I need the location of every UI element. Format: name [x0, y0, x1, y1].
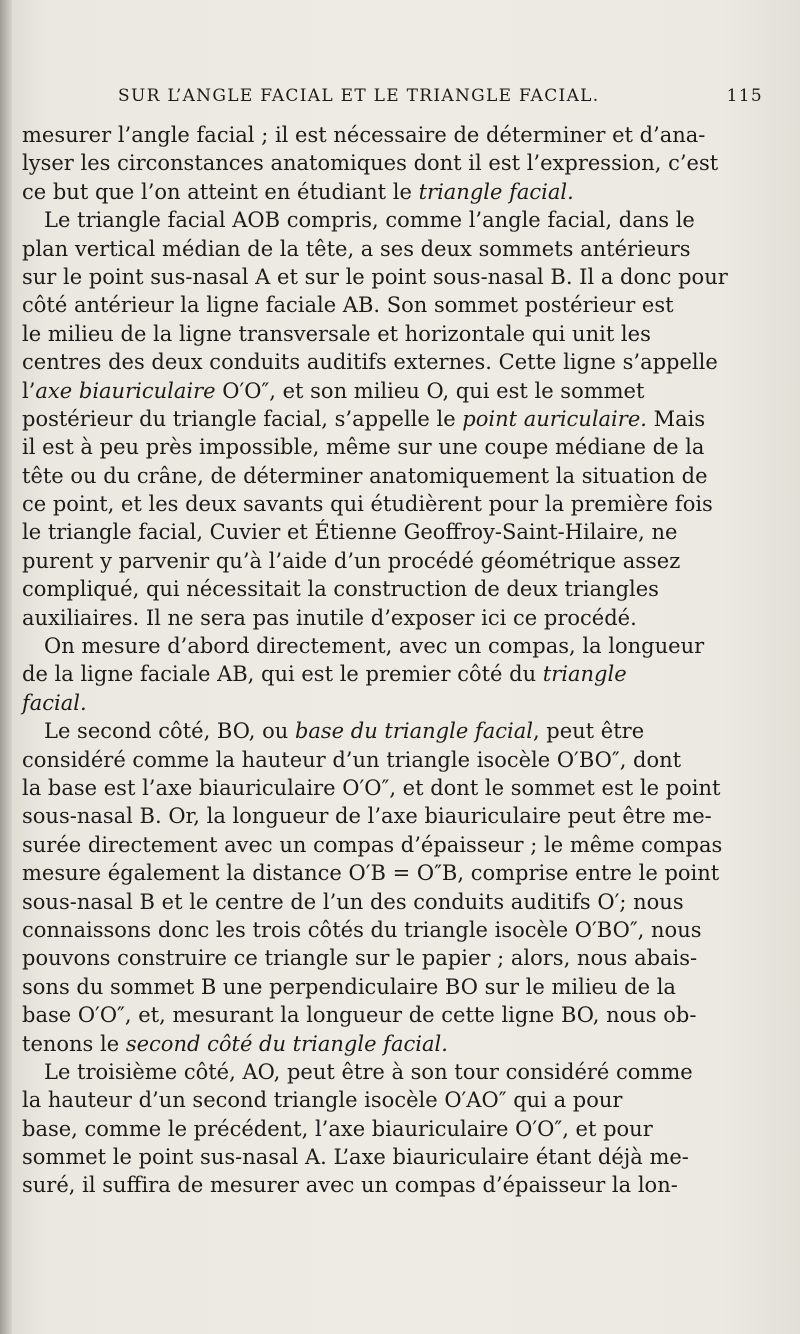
text-line [22, 660, 766, 688]
text-line [22, 888, 766, 916]
text-run: le milieu de la ligne transversale et horizontale qui unit les [22, 321, 651, 346]
text-run: Mais [646, 406, 706, 431]
text-line [22, 320, 766, 348]
text-run: plan vertical médian de la tête, a ses deux sommets antérieurs [22, 236, 691, 261]
text-run: ce but que l’on atteint en étudiant le [22, 179, 419, 204]
text-line [22, 462, 766, 490]
text-run: côté antérieur la ligne faciale AB. Son sommet postérieur est [22, 293, 674, 318]
text-line [22, 377, 766, 405]
italic-run: point auriculaire. [462, 406, 647, 431]
text-line [22, 149, 766, 177]
text-run: de la ligne faciale AB, qui est le premier côté du [22, 662, 543, 687]
text-line [22, 774, 766, 802]
italic-run: base du triangle facial [294, 719, 533, 744]
text-run: Le triangle facial AOB compris, comme l’angle facial, dans le [44, 208, 695, 233]
text-run: Le second côté, BO, ou [44, 719, 295, 744]
text-run: Le troisième côté, AO, peut être à son tour considéré comme [44, 1059, 693, 1084]
italic-run: facial. [22, 690, 87, 715]
text-run: surée directement avec un compas d’épaisseur ; le même compas [22, 832, 723, 857]
text-line [22, 859, 766, 887]
text-run: le triangle facial, Cuvier et Étienne Geoffroy-Saint-Hilaire, ne [22, 520, 678, 545]
text-line [22, 178, 766, 206]
text-run: base, comme le précédent, l’axe biauriculaire O′O″, et pour [22, 1116, 653, 1141]
text-line [22, 518, 766, 546]
text-run: purent y parvenir qu’à l’aide d’un procédé géométrique assez [22, 548, 681, 573]
text-line [22, 632, 766, 660]
text-run: mesure également la distance O′B = O″B, comprise entre le point [22, 861, 720, 886]
text-line [22, 121, 766, 149]
text-run: compliqué, qui nécessitait la construction de deux triangles [22, 577, 659, 602]
text-run: mesurer l’angle facial ; il est nécessaire de déterminer et d’ana- [22, 123, 706, 147]
text-line [22, 717, 766, 745]
running-title: SUR L’ANGLE FACIAL ET LE TRIANGLE FACIAL. [118, 86, 600, 106]
text-line [22, 831, 766, 859]
text-run: O′O″, et son milieu O, qui est le sommet [215, 378, 645, 403]
text-run: suré, il suffira de mesurer avec un compas d’épaisseur la lon- [22, 1173, 678, 1198]
body-text [22, 121, 766, 1200]
text-line [22, 1030, 766, 1058]
text-run: sons du sommet B une perpendiculaire BO sur le milieu de la [22, 974, 676, 999]
text-run: centres des deux conduits auditifs externes. Cette ligne s’appelle [22, 350, 718, 375]
text-run: pouvons construire ce triangle sur le papier ; alors, nous abais- [22, 946, 698, 971]
text-line [22, 1001, 766, 1029]
page-header [118, 86, 763, 114]
text-line [22, 944, 766, 972]
text-line [22, 1171, 766, 1199]
italic-run: second côté du triangle facial. [125, 1031, 448, 1056]
text-line [22, 206, 766, 234]
text-run: ce point, et les deux savants qui étudièrent pour la première fois [22, 492, 713, 517]
text-line [22, 235, 766, 263]
text-line [22, 689, 766, 717]
text-run: postérieur du triangle facial, s’appelle le [22, 406, 463, 431]
text-line [22, 490, 766, 518]
italic-run: axe biauriculaire [35, 378, 216, 403]
text-line [22, 575, 766, 603]
text-run: connaissons donc les trois côtés du triangle isocèle O′BO″, nous [22, 917, 702, 942]
text-run: sous-nasal B. Or, la longueur de l’axe biauriculaire peut être me- [22, 804, 712, 829]
text-run: base O′O″, et, mesurant la longueur de cette ligne BO, nous ob- [22, 1003, 697, 1028]
text-run: sous-nasal B et le centre de l’un des conduits auditifs O′; nous [22, 889, 684, 914]
text-line [22, 291, 766, 319]
page-number: 115 [726, 86, 763, 106]
text-run: auxiliaires. Il ne sera pas inutile d’exposer ici ce procédé. [22, 605, 637, 630]
text-line [22, 1058, 766, 1086]
text-run: , peut être [532, 719, 645, 744]
text-line [22, 547, 766, 575]
text-run: tenons le [22, 1031, 126, 1056]
page-gutter-shadow [0, 0, 12, 1334]
text-line [22, 604, 766, 632]
text-run: lyser les circonstances anatomiques dont il est l’expression, c’est [22, 151, 719, 176]
text-run: l’ [22, 378, 36, 403]
text-run: tête ou du crâne, de déterminer anatomiquement la situation de [22, 463, 708, 488]
text-line [22, 433, 766, 461]
text-line [22, 263, 766, 291]
text-run: considéré comme la hauteur d’un triangle isocèle O′BO″, dont [22, 747, 682, 772]
italic-run: triangle facial. [418, 179, 574, 204]
text-line [22, 1086, 766, 1114]
text-line [22, 1143, 766, 1171]
text-line [22, 405, 766, 433]
text-run: On mesure d’abord directement, avec un compas, la longueur [44, 634, 705, 659]
text-line [22, 348, 766, 376]
text-run: il est à peu près impossible, même sur une coupe médiane de la [22, 435, 705, 460]
text-run: la hauteur d’un second triangle isocèle O′AO″ qui a pour [22, 1088, 623, 1113]
italic-run: triangle [542, 662, 627, 687]
text-line [22, 802, 766, 830]
text-line [22, 973, 766, 1001]
text-line [22, 916, 766, 944]
text-line [22, 1115, 766, 1143]
text-run: sur le point sus-nasal A et sur le point sous-nasal B. Il a donc pour [22, 264, 728, 289]
text-line [22, 746, 766, 774]
text-run: sommet le point sus-nasal A. L’axe biauriculaire étant déjà me- [22, 1145, 689, 1170]
text-run: la base est l’axe biauriculaire O′O″, et dont le sommet est le point [22, 775, 721, 800]
